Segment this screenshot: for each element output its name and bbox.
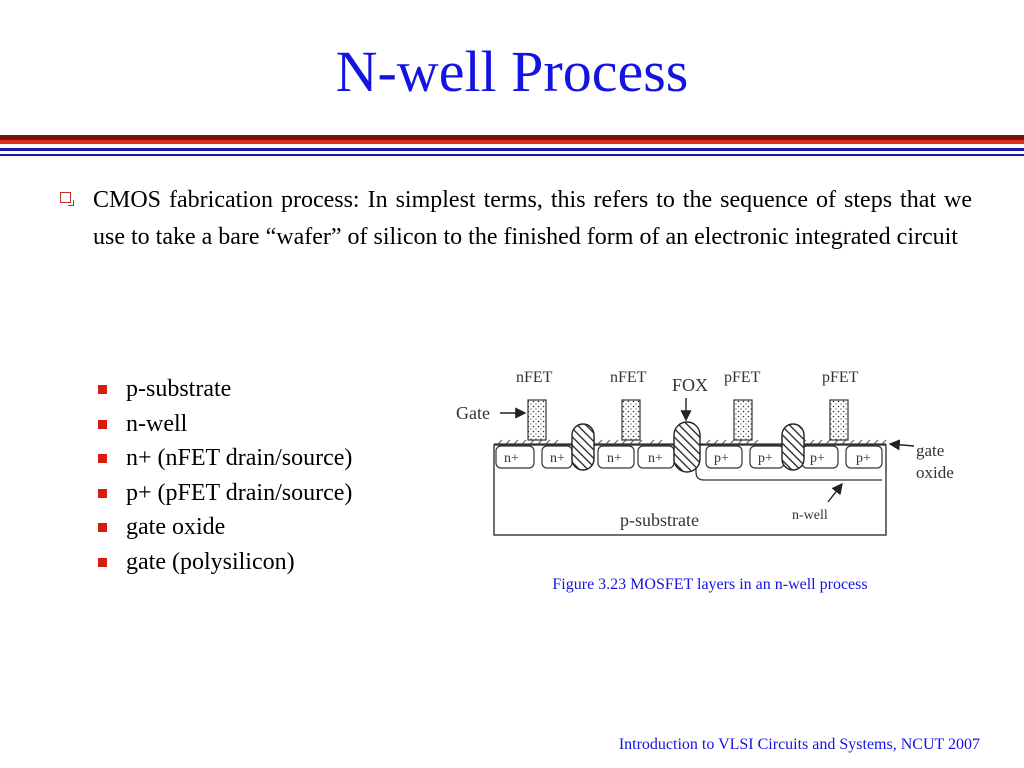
list-item: [98, 372, 352, 407]
p-substrate-label: p-substrate: [620, 510, 699, 530]
gate-polysilicon: [622, 400, 640, 440]
title-rule-red: [0, 140, 1024, 144]
nplus-label: n+: [648, 451, 663, 466]
gate-polysilicon: [528, 400, 546, 440]
list-item: [98, 441, 352, 476]
list-item: [98, 510, 352, 545]
list-item: [98, 407, 352, 442]
title-rule-blue-thin: [0, 154, 1024, 156]
figure-caption: Figure 3.23 MOSFET layers in an n-well process: [552, 576, 868, 593]
square-bullet-icon: [98, 523, 107, 532]
pplus-label: p+: [758, 451, 773, 466]
n-well-label: n-well: [792, 508, 828, 523]
pplus-label: p+: [856, 451, 871, 466]
square-bullet-icon: [98, 385, 107, 394]
list-item-text: p+ (pFET drain/source): [126, 479, 353, 506]
list-item-text: gate (polysilicon): [126, 548, 295, 575]
nfet-label: nFET: [610, 369, 647, 386]
nplus-label: n+: [550, 451, 565, 466]
gate-label: Gate: [456, 403, 490, 423]
list-item: [98, 476, 352, 511]
fox-label: FOX: [672, 375, 709, 395]
gate-polysilicon: [830, 400, 848, 440]
square-bullet-icon: [98, 489, 107, 498]
square-bullet-icon: [98, 454, 107, 463]
field-oxide: [572, 424, 594, 470]
main-bullet: [60, 182, 972, 256]
mosfet-layers-figure: [452, 360, 972, 560]
gate-oxide-arrow-icon: [890, 444, 914, 446]
hollow-square-bullet-icon: [60, 192, 71, 203]
list-item-text: p-substrate: [126, 376, 232, 402]
list-item-text: n+ (nFET drain/source): [126, 445, 353, 471]
pfet-label: pFET: [724, 369, 761, 386]
main-bullet-text: CMOS fabrication process: In simplest terms, this refers to the sequence of steps that we use to take a bare “wafer” of silicon to the finished form of an electronic integrated circuit: [93, 187, 972, 250]
slide-title: N-well Process: [335, 39, 689, 104]
nfet-label: nFET: [516, 369, 553, 386]
list-item: [98, 545, 352, 580]
mosfet-cross-section-diagram: [452, 360, 972, 560]
field-oxide: [782, 424, 804, 470]
slide-footer: Introduction to VLSI Circuits and Systems, NCUT 2007: [618, 736, 980, 753]
square-bullet-icon: [98, 558, 107, 567]
list-item-text: gate oxide: [126, 514, 226, 540]
pplus-label: p+: [810, 451, 825, 466]
list-item-text: n-well: [126, 410, 188, 437]
field-oxide: [674, 422, 700, 472]
pfet-label: pFET: [822, 369, 859, 386]
nplus-label: n+: [607, 451, 622, 466]
layer-list: [98, 372, 352, 579]
nplus-label: n+: [504, 451, 519, 466]
gate-oxide-label: oxide: [916, 463, 954, 482]
pplus-label: p+: [714, 451, 729, 466]
square-bullet-icon: [98, 420, 107, 429]
gate-oxide-label: gate: [916, 441, 945, 460]
gate-polysilicon: [734, 400, 752, 440]
title-rule-blue-thick: [0, 148, 1024, 151]
